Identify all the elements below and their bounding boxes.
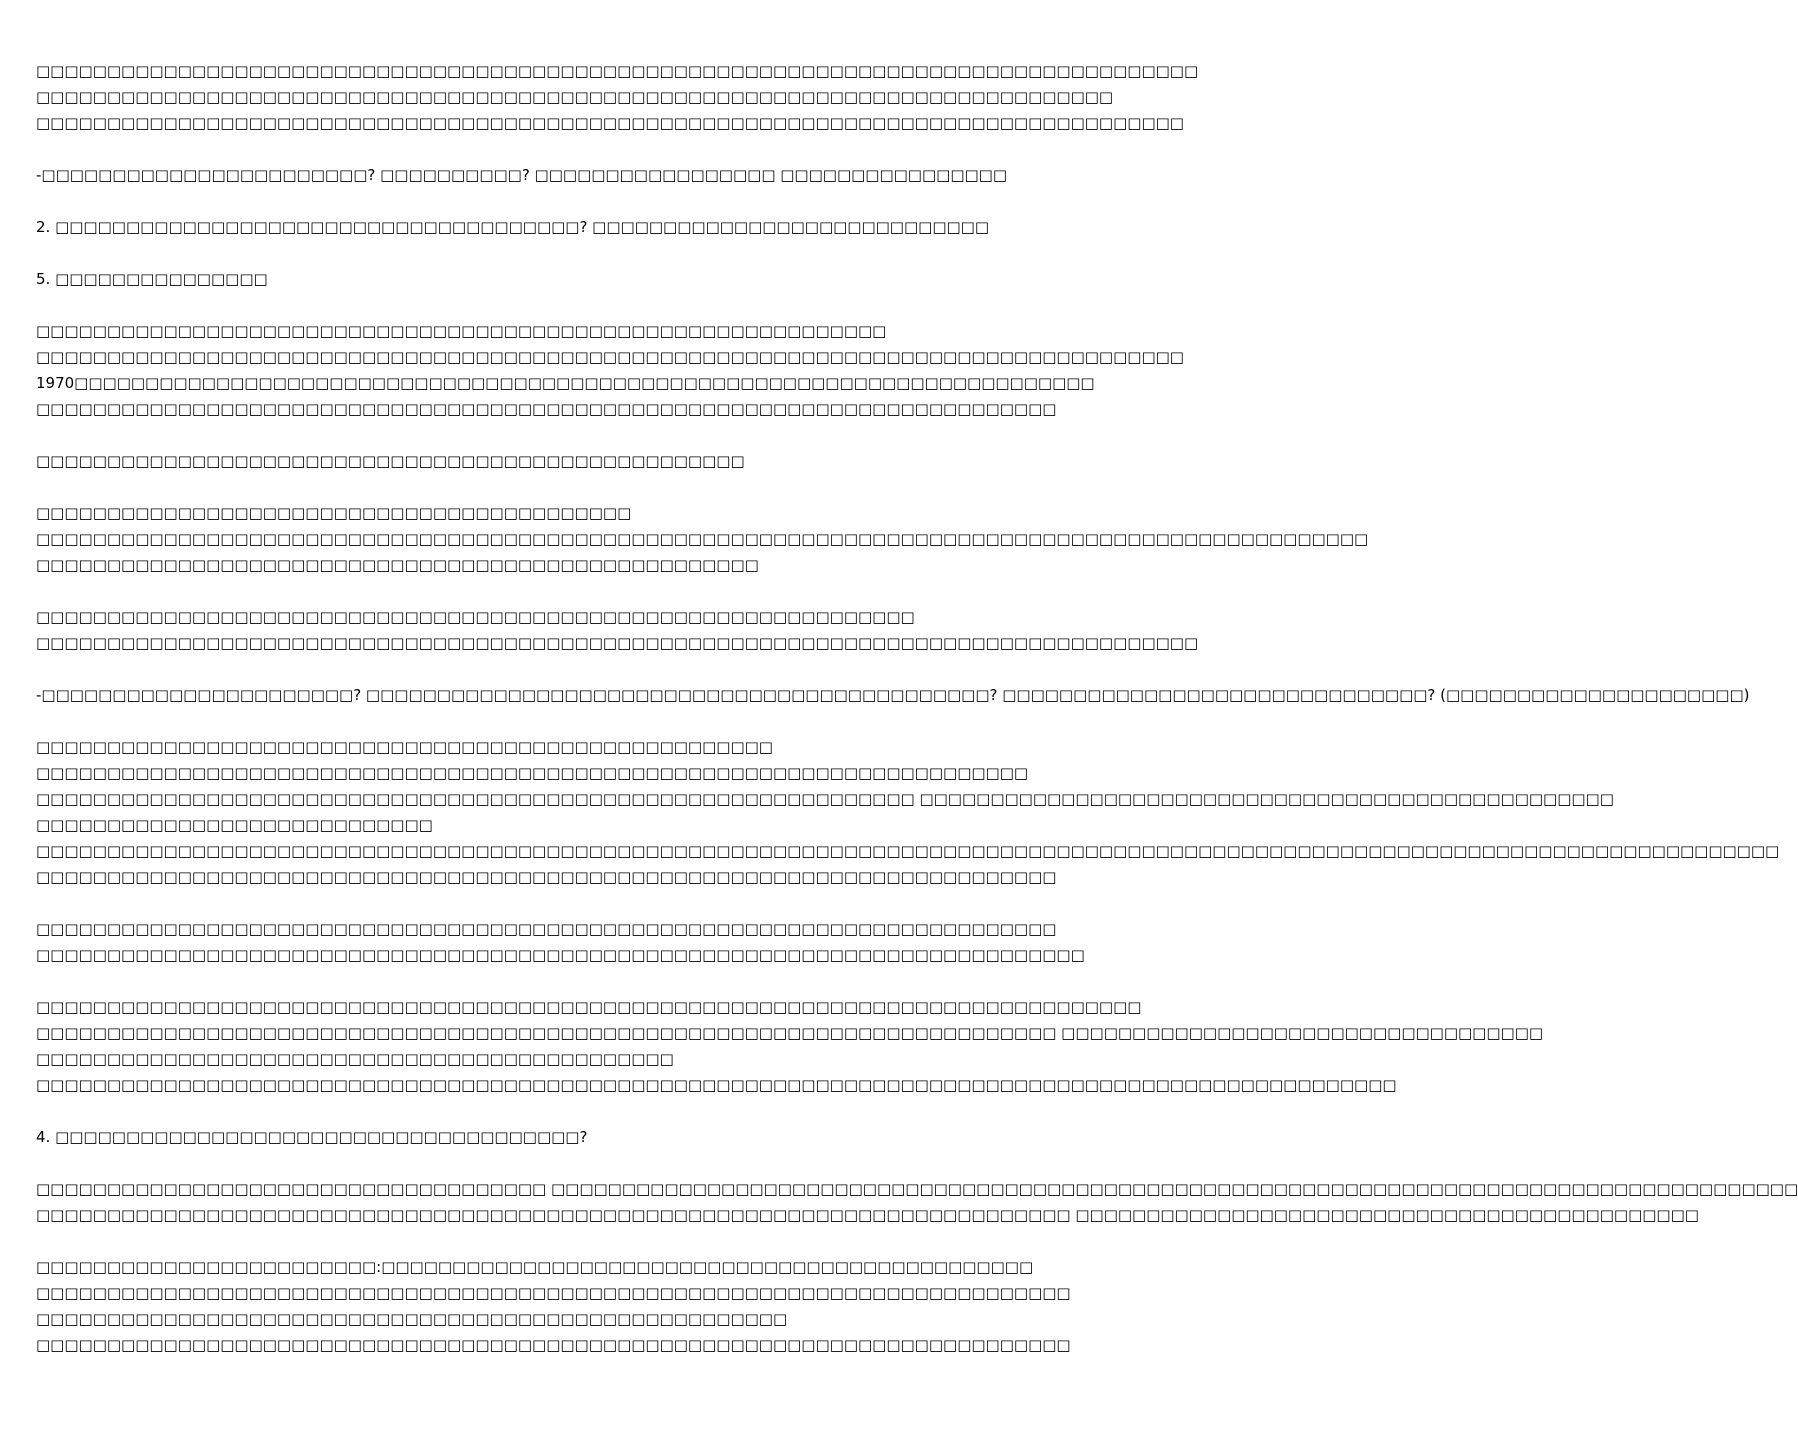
text-line: □□□□□□□□□□□□□□□□□□□□□□□□□□□□□□□□□□□□□□□□□□□□□□□□□□□□□□□□□□□□□□□□□□□□□□ xyxy=(36,764,1029,782)
paragraph xyxy=(36,682,1750,708)
document-body xyxy=(36,58,1798,1384)
text-line: □□□□□□□□□□□□□□□□□□□□□□□□□□□□□□□□□□□□□□□□□□□□□□□□□□□□□□□□□□□□□□□□□□□□□□□□□□□□□□□□□□□□□□□□□□□□□□□□□□□□□□□□□□□□□□□□□□□□□□□□□□□ xyxy=(36,842,1780,860)
text-line: □□□□□□□□□□□□□□□□□□□□□□□□□□□□□□□□□□□□□□□□□□□□□□□□□□□□□□□□□□□□□□□□□□□□□□□□□ □□□□□□□□□□□□□□□□□□□□□□□□□□□□□□□□□□□□□□□□□□□□ xyxy=(36,1206,1699,1224)
text-line: □□□□□□□□□□□□□□□□□□□□□□□□□□□□□□□□□□□□□□□□□□□□□□□□□□□□□□□□□□□□□□□□□□□□□□□□ xyxy=(36,400,1057,418)
text-line: □□□□□□□□□□□□□□□□□□□□□□□□□□□□□□□□□□□□□□□□□□□□□□□□□□□□□□□□□□□□□□□□□□□□□□□□□ xyxy=(36,1336,1071,1354)
paragraph xyxy=(36,916,1085,968)
text-line: □□□□□□□□□□□□□□□□□□□□□□□□□□□□□□□□□□□□□□□□□□□□□□□□□□□□□□□□□□□□□□□□□□□□□□□□□□ xyxy=(36,946,1085,964)
text-line: □□□□□□□□□□□□□□□□□□□□□□□□□□□□□□□□□□□□□□□□□□ xyxy=(36,504,632,522)
text-line: □□□□□□□□□□□□□□□□□□□□□□□□□□□□□□□□□□□□□□□□□□□□□□□□□□□ xyxy=(36,556,759,574)
paragraph xyxy=(36,214,1024,240)
text-line: 1970□□□□□□□□□□□□□□□□□□□□□□□□□□□□□□□□□□□□□□□□□□□□□□□□□□□□□□□□□□□□□□□□□□□□□□□□ xyxy=(36,374,1095,392)
text-line: □□□□□□□□□□□□□□□□□□□□□□□□□□□□□□□□□□□□□□□□□□□□□□□□□□□□□□□□□□□□□□□□□□□□□□□□□□□□□□□□□ xyxy=(36,348,1184,366)
text-line: □□□□□□□□□□□□□□□□□□□□□□□□:□□□□□□□□□□□□□□□□□□□□□□□□□□□□□□□□□□□□□□□□□□□□□□ xyxy=(36,1258,1034,1276)
text-line: □□□□□□□□□□□□□□□□□□□□□□□□□□□□□□□□□□□□□□□□□□□□□□□□□□□□□□□□□□□□□□□□□□□□□□□□□□□□□□ xyxy=(36,998,1142,1016)
text-line: □□□□□□□□□□□□□□□□□□□□□□□□□□□□□□□□□□□□□□□□□□□□□□□□□□□□□□□□□□□□□□ xyxy=(36,608,915,626)
text-line: □□□□□□□□□□□□□□□□□□□□□□□□□□□□□□□□□□□□□□□□□□□□□□□□□□□□□□□□□□□□□□□□□□□□□□□□ xyxy=(36,868,1057,886)
text-line: □□□□□□□□□□□□□□□□□□□□□□□□□□□□□□□□□□□□□□□□□□□□□□□□□□□□ xyxy=(36,738,773,756)
paragraph xyxy=(36,994,1544,1098)
paragraph xyxy=(36,58,1199,136)
text-line: -□□□□□□□□□□□□□□□□□□□□□□□? □□□□□□□□□□? □□□□□□□□□□□□□□□□□ □□□□□□□□□□□□□□□□ xyxy=(36,166,1008,184)
text-line: -□□□□□□□□□□□□□□□□□□□□□□? □□□□□□□□□□□□□□□□□□□□□□□□□□□□□□□□□□□□□□□□□□□□? □□□□□□□□□□□□□□□□□□□□□□□□□□□□□□? (□□□□□□□□□□□□□□□□□□□□□) xyxy=(36,686,1750,704)
paragraph xyxy=(36,448,1024,474)
text-line: □□□□□□□□□□□□□□□□□□□□□□□□□□□□□□□□□□□□□□□□□□□□□□□□□□□□□□□□□□□□□□□□□□□□□□□□□□□□□□□□□□ xyxy=(36,634,1199,652)
text-line: 4. □□□□□□□□□□□□□□□□□□□□□□□□□□□□□□□□□□□□□? xyxy=(36,1128,588,1146)
paragraph xyxy=(36,604,1199,656)
paragraph xyxy=(36,734,1780,890)
text-line: □□□□□□□□□□□□□□□□□□□□□□□□□□□□□□□□□□□□□□□□□□□□□□□□□□□□□□□□□□□□ xyxy=(36,322,887,340)
paragraph xyxy=(36,1176,1798,1228)
text-line: 2. □□□□□□□□□□□□□□□□□□□□□□□□□□□□□□□□□□□□□? □□□□□□□□□□□□□□□□□□□□□□□□□□□□ xyxy=(36,218,990,236)
paragraph xyxy=(36,500,1369,578)
text-line: □□□□□□□□□□□□□□□□□□□□□□□□□□□□□□□□□□□□□□□□□□□□□□□□□□□□□□□□□□□□□□□□□□□□□□□□□ xyxy=(36,1284,1071,1302)
text-line: □□□□□□□□□□□□□□□□□□□□□□□□□□□□□□□□□□□□□□□□□□□□□□□□□□□□□□□□□□□□□□□□□□□□□□□□□□□□□□□□□□ xyxy=(36,62,1199,80)
text-line: □□□□□□□□□□□□□□□□□□□□□□□□□□□□□□□□□□□□□□□□□□□□□ xyxy=(36,1050,674,1068)
text-line: □□□□□□□□□□□□□□□□□□□□□□□□□□□□□□□□□□□□□□□□□□□□□□□□□□□□□□□□□□□□□□□□□□□□□□□□□□□□□□□□□□□□□□□□□□□□□□□□ xyxy=(36,1076,1397,1094)
text-line: □□□□□□□□□□□□□□□□□□□□□□□□□□□□□□□□□□□□□□□□□□□□□□□□□□□□□□□□□□□□□□ □□□□□□□□□□□□□□□□□□□□□□□□□□□□□□□□□□□□□□□□□□□□□□□□□ xyxy=(36,790,1614,808)
text-line: □□□□□□□□□□□□□□□□□□□□□□□□□□□□□□□□□□□□□□□□□□□□□□□□□□ xyxy=(36,452,745,470)
text-line: □□□□□□□□□□□□□□□□□□□□□□□□□□□□□□□□□□□□□□□□□□□□□□□□□□□□□□□□□□□□□□□□□□□□□□□□ □□□□□□□□□□□□□□□□□□□□□□□□□□□□□□□□□□ xyxy=(36,1024,1544,1042)
text-line: □□□□□□□□□□□□□□□□□□□□□□□□□□□□□□□□□□□□□□□□□□□□□□□□□□□□□□□□□□□□□□□□□□□□□□□□ xyxy=(36,920,1057,938)
paragraph xyxy=(36,162,1024,188)
paragraph xyxy=(36,266,1024,292)
text-line: □□□□□□□□□□□□□□□□□□□□□□□□□□□□□□□□□□□□□□□□□□□□□□□□□□□□□□□□□□□□□□□□□□□□□□□□□□□□ xyxy=(36,88,1114,106)
text-line: □□□□□□□□□□□□□□□□□□□□□□□□□□□□□□□□□□□□□□□□□□□□□□□□□□□□□ xyxy=(36,1310,788,1328)
text-line: 5. □□□□□□□□□□□□□□□ xyxy=(36,270,268,288)
text-line: □□□□□□□□□□□□□□□□□□□□□□□□□□□□□□□□□□□□□□□□□□□□□□□□□□□□□□□□□□□□□□□□□□□□□□□□□□□□□□□□□□□□□□□□□□□□□□ xyxy=(36,530,1369,548)
paragraph xyxy=(36,1124,1024,1150)
text-line: □□□□□□□□□□□□□□□□□□□□□□□□□□□□ xyxy=(36,816,433,834)
text-line: □□□□□□□□□□□□□□□□□□□□□□□□□□□□□□□□□□□□□□□□□□□□□□□□□□□□□□□□□□□□□□□□□□□□□□□□□□□□□□□□□ xyxy=(36,114,1184,132)
text-line: □□□□□□□□□□□□□□□□□□□□□□□□□□□□□□□□□□□□ □□□□□□□□□□□□□□□□□□□□□□□□□□□□□□□□□□□□□□□□□□□□□□□□□□□□□□□□□□□□□□□□□□□□□□□□□□□□□□□□□□□□□□□□ xyxy=(36,1180,1798,1198)
paragraph xyxy=(36,1254,1071,1358)
paragraph xyxy=(36,318,1184,422)
